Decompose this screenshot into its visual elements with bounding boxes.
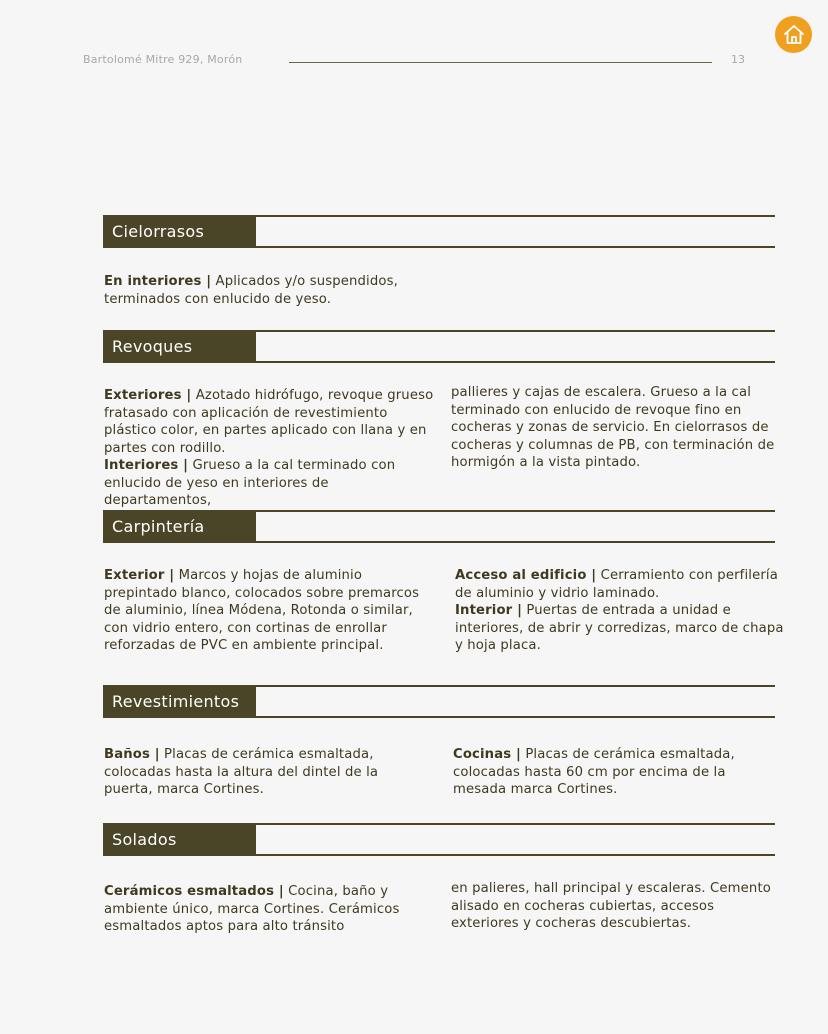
paragraph-carpinteria-acceso: Acceso al edificio | Cerramiento con perfilería de aluminio y vidrio laminado.	[455, 568, 778, 601]
section-header-carpinteria	[103, 510, 775, 543]
paragraph-cielorrasos-interiores: En interiores | Aplicados y/o suspendidos, terminados con enlucido de yeso.	[104, 274, 398, 307]
paragraph-revoques-exteriores: Exteriores | Azotado hidrófugo, revoque grueso fratasado con aplicación de revestimiento plástico color, en partes aplicado con llana y en partes con rodillo.	[104, 388, 434, 456]
section-rule	[256, 246, 775, 248]
section-rule	[256, 510, 775, 512]
section-title: Carpintería	[103, 510, 256, 543]
section-rule	[256, 541, 775, 543]
home-button[interactable]	[775, 16, 812, 53]
section-title: Cielorrasos	[103, 215, 256, 248]
paragraph-solados-ceramicos: Cerámicos esmaltados | Cocina, baño y ambiente único, marca Cortines. Cerámicos esmaltados aptos para alto tránsito	[104, 884, 400, 934]
section-rule	[256, 854, 775, 856]
section-header-revestimientos	[103, 685, 775, 718]
header-address: Bartolomé Mitre 929, Morón	[83, 53, 243, 66]
paragraph-revestimientos-cocinas: Cocinas | Placas de cerámica esmaltada, colocadas hasta 60 cm por encima de la mesada marca Cortines.	[453, 747, 735, 797]
section-header-cielorrasos	[103, 215, 775, 248]
section-rule	[256, 215, 775, 217]
section-rule	[256, 361, 775, 363]
section-header-solados	[103, 823, 775, 856]
section-rule	[256, 823, 775, 825]
section-rule	[256, 716, 775, 718]
paragraph-solados-continuation: en palieres, hall principal y escaleras. Cemento alisado en cocheras cubiertas, accesos exteriores y cocheras descubiertas.	[451, 881, 771, 931]
section-header-revoques	[103, 330, 775, 363]
header-divider	[289, 62, 712, 63]
section-title: Revoques	[103, 330, 256, 363]
section-title: Revestimientos	[103, 685, 256, 718]
page-number: 13	[731, 53, 745, 66]
section-rule	[256, 685, 775, 687]
paragraph-revoques-continuation: pallieres y cajas de escalera. Grueso a la cal terminado con enlucido de revoque fino en cocheras y zonas de servicio. En cielorrasos de cocheras y columnas de PB, con terminación de hormigón a la vista pintado.	[451, 385, 775, 470]
paragraph-carpinteria-exterior: Exterior | Marcos y hojas de aluminio prepintado blanco, colocados sobre premarcos de aluminio, línea Módena, Rotonda o similar, con vidrio entero, con cortinas de enrollar reforzadas de PVC en ambiente principal.	[104, 568, 420, 653]
section-rule	[256, 330, 775, 332]
paragraph-revestimientos-banos: Baños | Placas de cerámica esmaltada, colocadas hasta la altura del dintel de la puerta, marca Cortines.	[104, 747, 379, 797]
paragraph-revoques-interiores: Interiores | Grueso a la cal terminado con enlucido de yeso en interiores de departamentos,	[104, 458, 396, 508]
paragraph-carpinteria-interior: Interior | Puertas de entrada a unidad e interiores, de abrir y corredizas, marco de chapa y hoja placa.	[455, 603, 784, 653]
section-title: Solados	[103, 823, 256, 856]
home-icon	[782, 23, 806, 47]
